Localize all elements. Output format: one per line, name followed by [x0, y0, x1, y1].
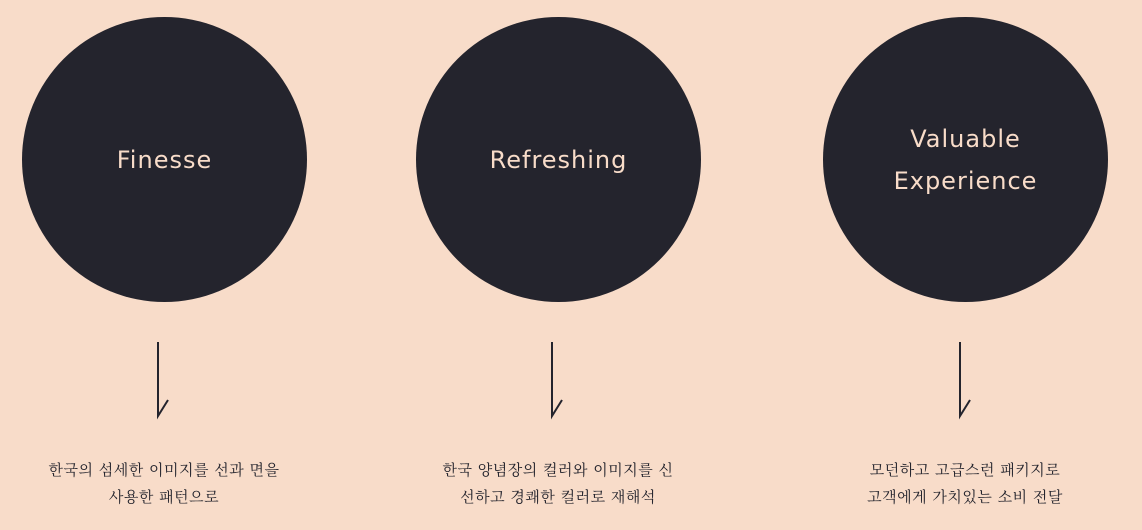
feature-title: Finesse [116, 145, 213, 174]
feature-description: 한국 양념장의 컬러와 이미지를 신 선하고 경쾌한 컬러로 재해석 [442, 461, 674, 506]
feature-description: 모던하고 고급스런 패키지로 고객에게 가치있는 소비 전달 [867, 461, 1063, 506]
feature-description: 한국의 섬세한 이미지를 선과 면을 사용한 패턴으로 [48, 461, 280, 506]
down-arrow-icon [950, 340, 974, 420]
feature-title-line-2: Experience [893, 166, 1038, 195]
feature-title-line-1: Valuable [910, 124, 1021, 153]
feature-circle [823, 17, 1108, 302]
down-arrow-icon [148, 340, 172, 420]
feature-title: Refreshing [489, 145, 628, 174]
feature-circle [22, 17, 307, 302]
down-arrow-icon [542, 340, 566, 420]
feature-circle [416, 17, 701, 302]
